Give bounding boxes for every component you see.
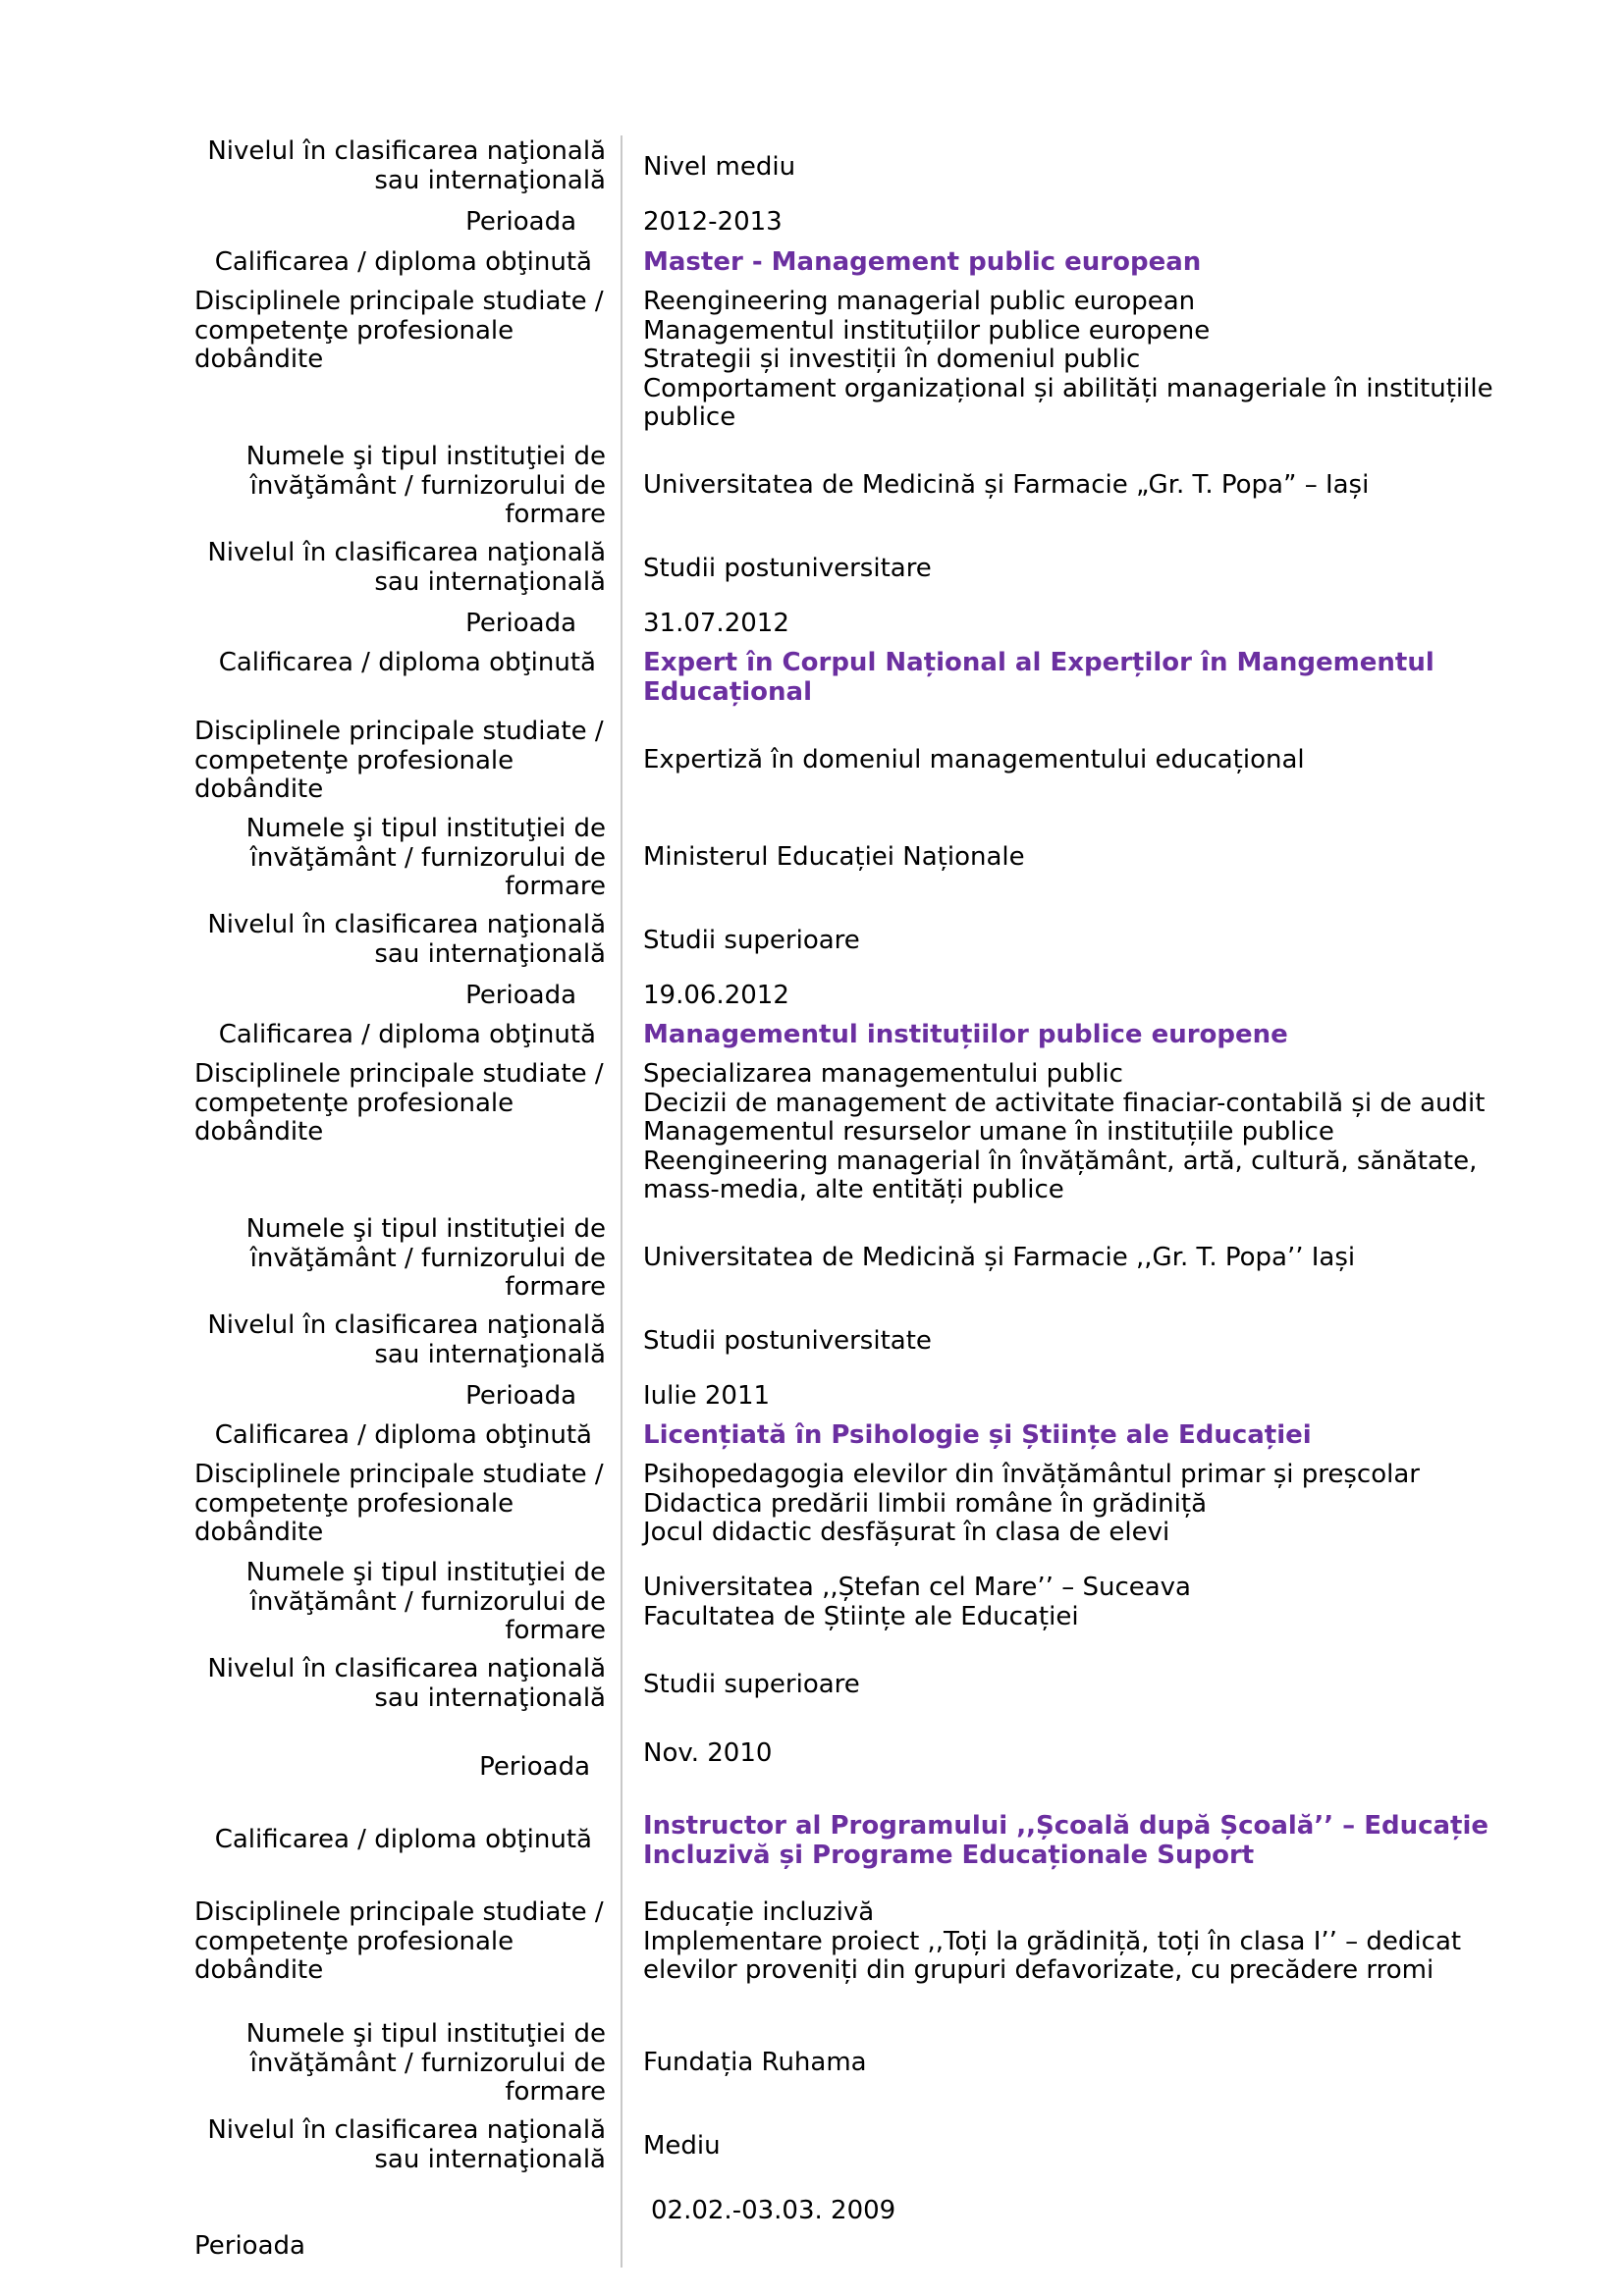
institutie-label (246, 815, 606, 902)
label-line: Disciplinele principale studiate / (194, 1460, 604, 1489)
disciplinele-label (194, 718, 604, 805)
disciplina-line: Managementul resurselor umane în instituțiile publice (643, 1117, 1334, 1147)
column-divider (621, 135, 622, 2268)
disciplinele-label (194, 288, 604, 375)
nivel-label (207, 911, 606, 969)
label-line: învăţământ / furnizorului de (249, 1586, 606, 1617)
perioada-label: Perioada (465, 981, 576, 1010)
perioada-label: Perioada (465, 609, 576, 638)
label-line: formare (505, 1616, 606, 1645)
label-line: Nivelul în clasificarea naţională (207, 538, 606, 567)
disciplina-line: Implementare proiect ,,Toți la grădiniță, toți în clasa I’’ – dedicat (643, 1926, 1462, 1956)
perioada-value: 02.02.-03.03. 2009 (651, 2196, 896, 2225)
perioada-label: Perioada (194, 2231, 305, 2261)
institutie-line: Facultatea de Științe ale Educației (643, 1601, 1079, 1631)
calificarea-value (643, 248, 1488, 278)
institutie-line: Fundația Ruhama (643, 2048, 867, 2077)
perioada-label: Perioada (465, 207, 576, 237)
calificarea-label: Calificarea / diploma obţinută (214, 1825, 592, 1854)
label-line: sau internaţională (374, 1682, 606, 1713)
label-line: Numele şi tipul instituţiei de (245, 2019, 606, 2049)
perioada-value: Iulie 2011 (643, 1381, 771, 1411)
label-line: formare (505, 2077, 606, 2107)
perioada-label: Perioada (479, 1752, 590, 1782)
calificarea-line: Expert în Corpul Național al Experților în Mangementul (643, 648, 1434, 677)
label-line: competenţe profesionale (194, 745, 514, 775)
label-line: Nivelul în clasificarea naţională (207, 1654, 606, 1683)
label-line: competenţe profesionale (194, 315, 514, 346)
calificarea-label: Calificarea / diploma obţinută (214, 1420, 592, 1450)
label-line: dobândite (194, 345, 324, 374)
disciplina-line: Strategii și investiții în domeniul public (643, 345, 1141, 374)
disciplina-line: Comportament organizațional și abilități manageriale în instituțiile (643, 373, 1493, 403)
label-line: Disciplinele principale studiate / (194, 1897, 604, 1927)
label-line: sau internaţională (374, 938, 606, 969)
nivel-value: Mediu (643, 2131, 721, 2161)
perioada-value: Nov. 2010 (643, 1738, 773, 1768)
institutie-line: Universitatea ,,Ștefan cel Mare’’ – Suceava (643, 1573, 1191, 1602)
label-line: sau internaţională (374, 165, 606, 195)
nivel-label (207, 2116, 606, 2174)
label-line: învăţământ / furnizorului de (249, 1243, 606, 1273)
disciplina-line: publice (643, 402, 736, 432)
nivel-label (207, 1311, 606, 1369)
label-line: sau internaţională (374, 1339, 606, 1369)
label-line: Disciplinele principale studiate / (194, 287, 604, 316)
label-line: Nivelul în clasificarea naţională (207, 1310, 606, 1340)
label-line: Numele şi tipul instituţiei de (245, 442, 606, 471)
label-line: dobândite (194, 1518, 324, 1547)
institutie-label (246, 1559, 606, 1646)
calificarea-label: Calificarea / diploma obţinută (218, 648, 596, 677)
perioada-value: 31.07.2012 (643, 609, 789, 638)
disciplina-line: Decizii de management de activitate finaciar-contabilă și de audit (643, 1088, 1486, 1118)
institutie-label (246, 1215, 606, 1303)
institutie-line: Universitatea de Medicină și Farmacie „Gr. T. Popa” – Iași (643, 470, 1370, 500)
institutie-value (643, 471, 1488, 501)
institutie-value (643, 1574, 1488, 1631)
nivel-value: Studii superioare (643, 1670, 860, 1699)
disciplina-line: Educație incluzivă (643, 1897, 875, 1927)
disciplinele-label (194, 1461, 604, 1548)
calificarea-line: Master - Management public european (643, 247, 1202, 277)
calificarea-line: Instructor al Programului ,,Școală după Școală’’ – Educație (643, 1811, 1489, 1841)
calificarea-line: Licențiată în Psihologie și Științe ale Educației (643, 1420, 1312, 1450)
disciplinele-value (643, 1898, 1488, 1986)
institutie-label (246, 443, 606, 530)
label-line: Numele şi tipul instituţiei de (245, 814, 606, 843)
calificarea-value (643, 649, 1488, 707)
calificarea-line: Managementul instituțiilor publice europene (643, 1020, 1288, 1049)
label-line: sau internaţională (374, 566, 606, 597)
label-line: învăţământ / furnizorului de (249, 2048, 606, 2078)
label-line: dobândite (194, 1955, 324, 1985)
label-line: competenţe profesionale (194, 1088, 514, 1118)
institutie-line: Universitatea de Medicină și Farmacie ,,Gr. T. Popa’’ Iași (643, 1243, 1356, 1272)
label-line: dobândite (194, 774, 324, 804)
label-line: Nivelul în clasificarea naţională (207, 136, 606, 166)
label-line: învăţământ / furnizorului de (249, 842, 606, 873)
label-line: Disciplinele principale studiate / (194, 717, 604, 746)
disciplina-line: elevilor proveniți din grupuri defavorizate, cu precădere rromi (643, 1955, 1434, 1985)
calificarea-value (643, 1812, 1488, 1870)
label-line: formare (505, 872, 606, 901)
calificarea-label: Calificarea / diploma obţinută (214, 247, 592, 277)
institutie-value (643, 843, 1488, 873)
institutie-label (246, 2020, 606, 2108)
disciplina-line: Specializarea managementului public (643, 1059, 1123, 1089)
label-line: Nivelul în clasificarea naţională (207, 910, 606, 939)
disciplinele-value (643, 1461, 1488, 1548)
nivel-label (207, 539, 606, 597)
institutie-value (643, 1244, 1488, 1273)
calificarea-line: Educațional (643, 676, 813, 707)
nivel-label (207, 1655, 606, 1713)
perioada-label: Perioada (465, 1381, 576, 1411)
disciplina-line: Managementul instituțiilor publice europene (643, 315, 1211, 346)
institutie-value (643, 2049, 1488, 2078)
nivel-value: Nivel mediu (643, 152, 796, 182)
disciplinele-label (194, 1898, 604, 1986)
disciplina-line: Reengineering managerial public european (643, 287, 1196, 316)
label-line: competenţe profesionale (194, 1488, 514, 1519)
disciplina-line: mass-media, alte entități publice (643, 1175, 1064, 1204)
label-line: formare (505, 1272, 606, 1302)
calificarea-line: Incluzivă și Programe Educaționale Suport (643, 1840, 1255, 1870)
nivel-value: Studii postuniversitate (643, 1326, 932, 1356)
disciplina-line: Expertiză în domeniul managementului educațional (643, 745, 1305, 774)
nivel-label (207, 137, 606, 195)
disciplinele-value (643, 746, 1488, 775)
disciplina-line: Didactica predării limbii române în grădiniță (643, 1488, 1208, 1519)
disciplinele-value (643, 287, 1493, 433)
nivel-value: Studii postuniversitare (643, 554, 932, 583)
label-line: Nivelul în clasificarea naţională (207, 2115, 606, 2145)
disciplina-line: Jocul didactic desfășurat în clasa de elevi (643, 1518, 1170, 1547)
calificarea-label: Calificarea / diploma obţinută (218, 1020, 596, 1049)
nivel-value: Studii superioare (643, 926, 860, 955)
label-line: formare (505, 500, 606, 529)
label-line: Numele şi tipul instituţiei de (245, 1214, 606, 1244)
perioada-value: 19.06.2012 (643, 981, 789, 1010)
disciplina-line: Reengineering managerial în învățământ, artă, cultură, sănătate, (643, 1146, 1478, 1176)
label-line: competenţe profesionale (194, 1926, 514, 1956)
disciplinele-value (643, 1060, 1488, 1205)
calificarea-value (643, 1421, 1488, 1451)
label-line: învăţământ / furnizorului de (249, 470, 606, 501)
disciplina-line: Psihopedagogia elevilor din învățământul primar și preșcolar (643, 1460, 1420, 1489)
institutie-line: Ministerul Educației Naționale (643, 842, 1025, 872)
disciplinele-label (194, 1060, 604, 1148)
perioada-value: 2012-2013 (643, 207, 783, 237)
label-line: sau internaţională (374, 2144, 606, 2174)
calificarea-value (643, 1021, 1488, 1050)
label-line: Disciplinele principale studiate / (194, 1059, 604, 1089)
label-line: dobândite (194, 1117, 324, 1147)
label-line: Numele şi tipul instituţiei de (245, 1558, 606, 1587)
